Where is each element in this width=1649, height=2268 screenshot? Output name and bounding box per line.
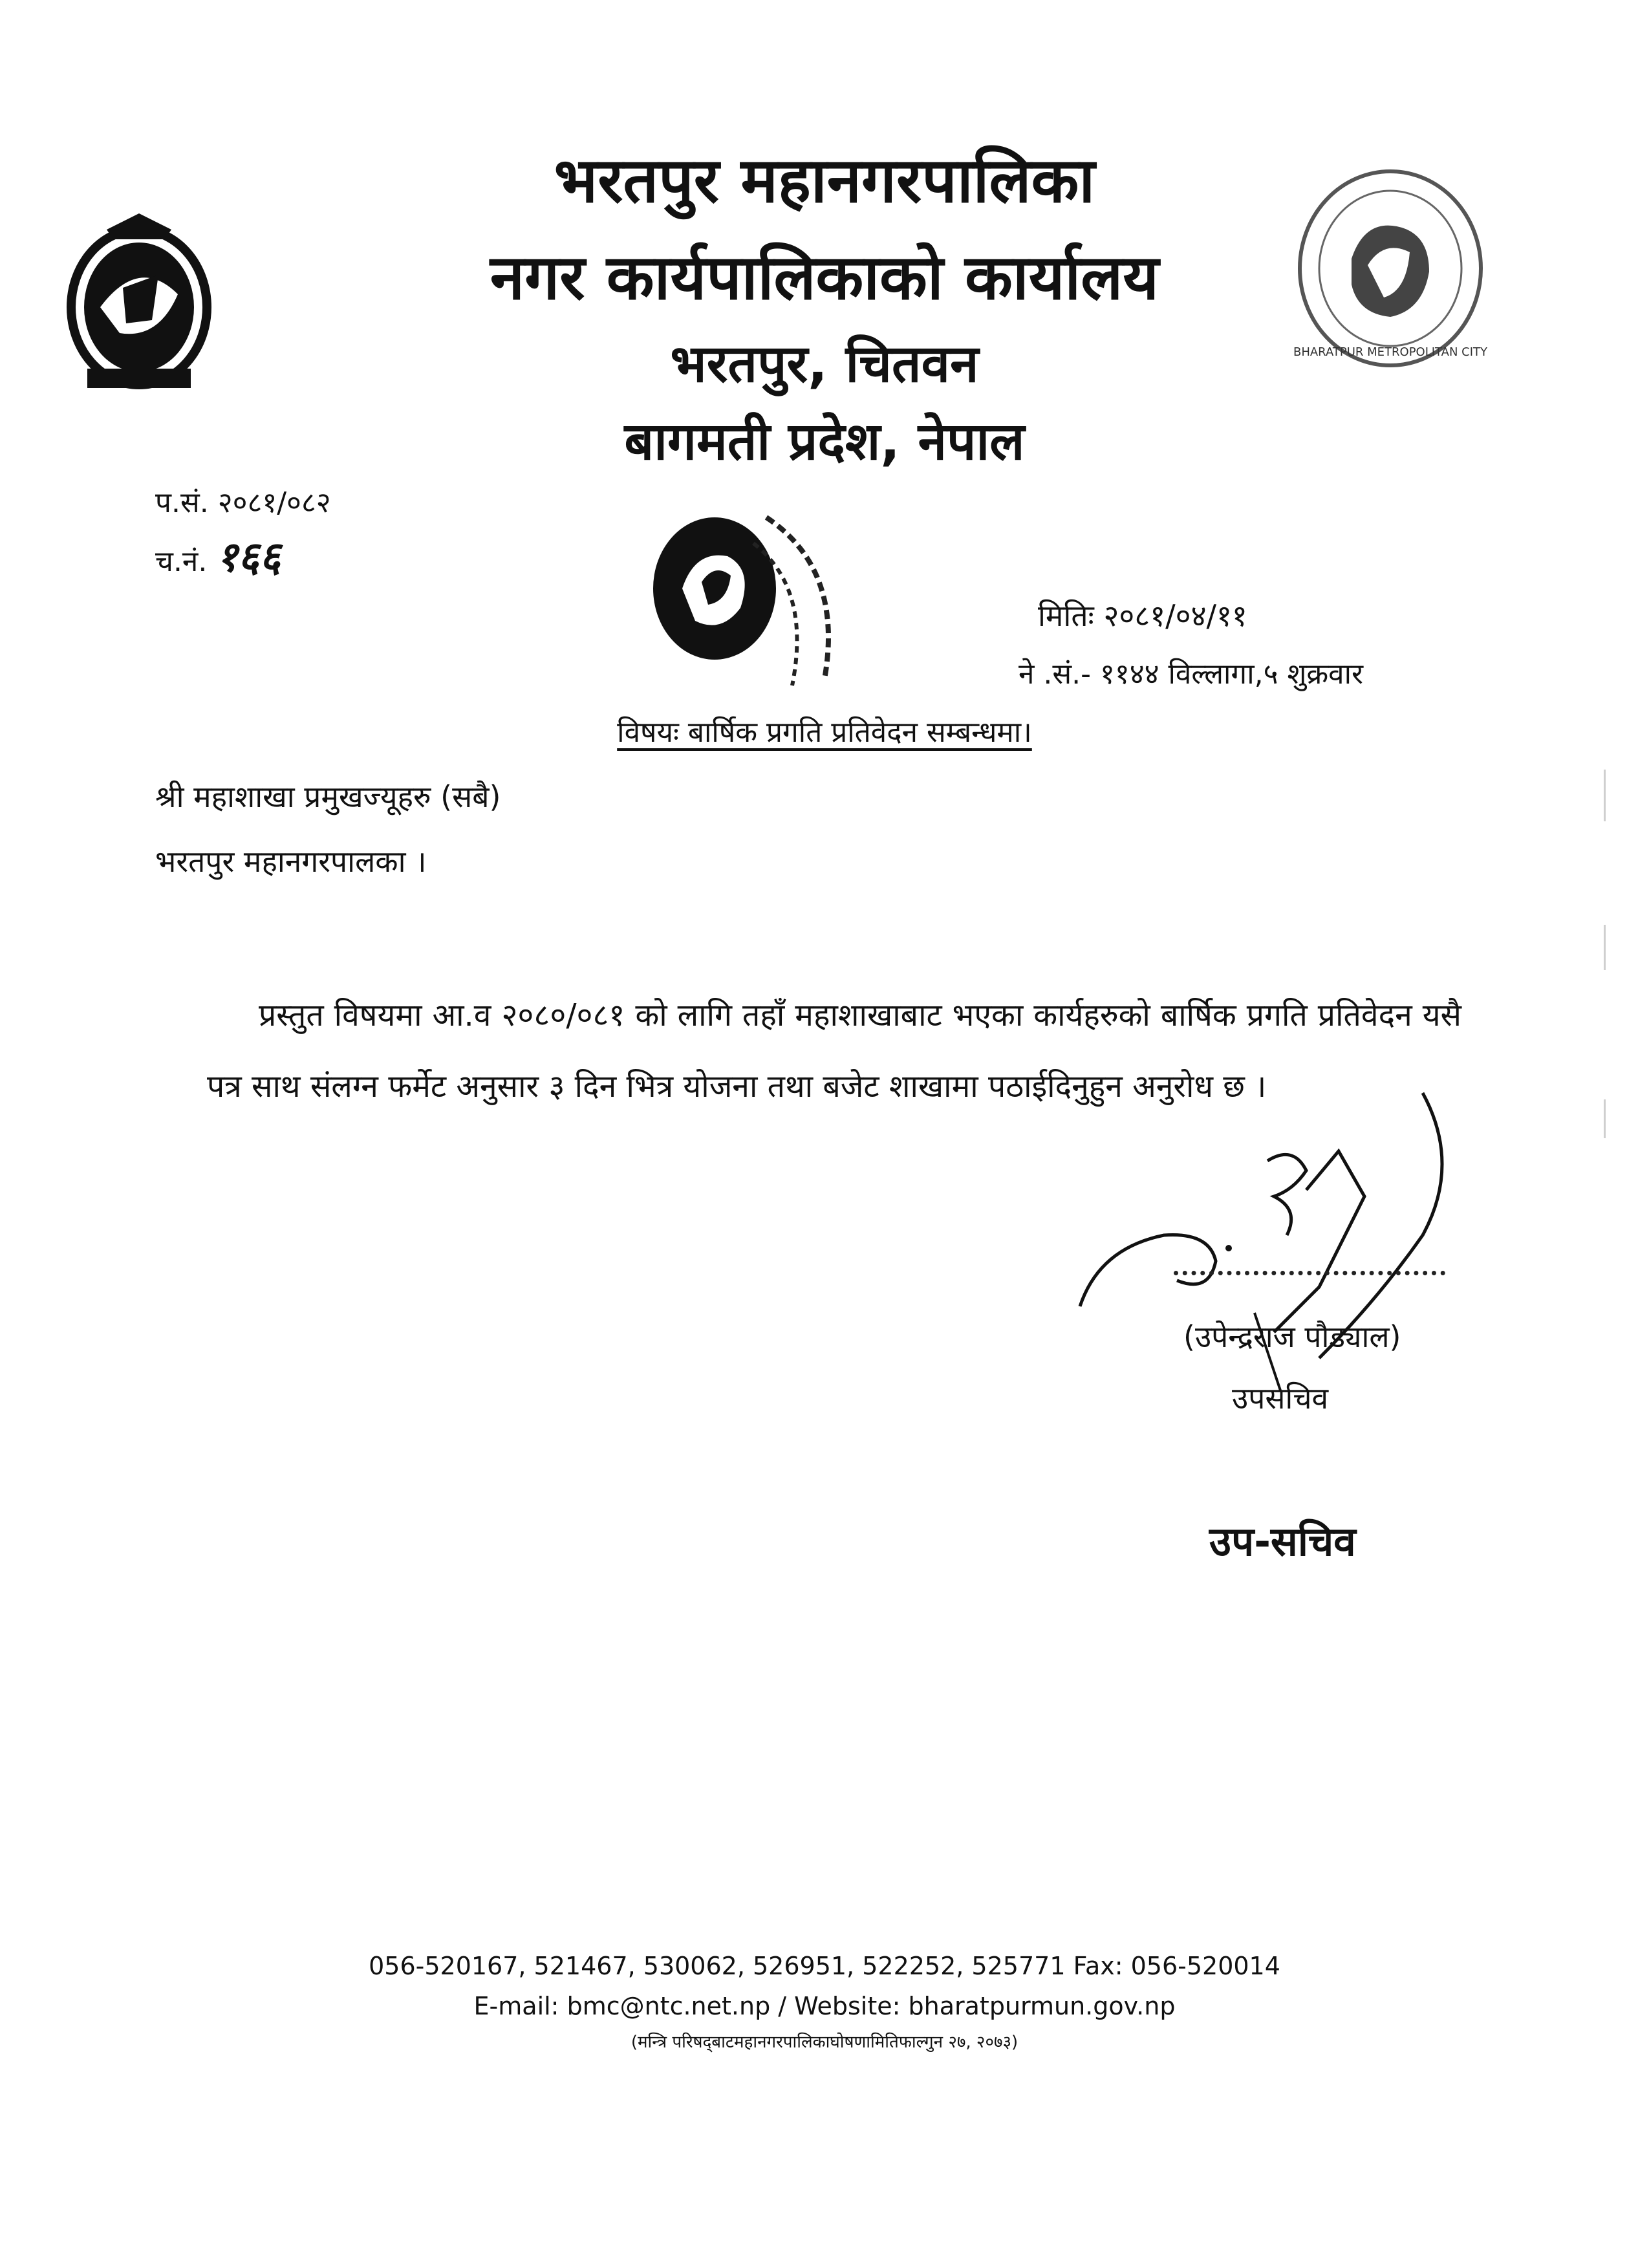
nepal-sambat-date: ने .सं.- ११४४ विल्लागा,५ शुक्रवार [1018, 658, 1364, 691]
patra-sankhya: प.सं. २०८१/०८२ [155, 486, 331, 519]
footer-note: (मन्त्रि परिषद्‌बाटमहानगरपालिकाघोषणामितिफाल्गुन २७, २०७३) [630, 2033, 1018, 2052]
scan-edge-line [1604, 925, 1606, 970]
footer-contact: E-mail: bmc@ntc.net.np / Website: bharatpurmun.gov.np [473, 1992, 1176, 2020]
office-province: बागमती प्रदेश, नेपाल [624, 411, 1025, 471]
scan-edge-line [1604, 770, 1606, 821]
office-location: भरतपुर, चितवन [670, 334, 979, 394]
letter-body: प्रस्तुत विषयमा आ.व २०८०/०८१ को लागि तहाँ महाशाखाबाट भएका कार्यहरुको बार्षिक प्रगति प्रतिवेदन यसै पत्र साथ संलग्न फर्मेट अनुसार ३ दिन भित्र योजना तथा बजेट शाखामा पठाईदिनुहुन अनुरोध छ । [207, 997, 1461, 1105]
scan-edge-line [1604, 1099, 1606, 1138]
chalani-number-row [155, 527, 281, 583]
addressee-line-2: भरतपुर महानगरपालका । [155, 844, 427, 879]
footer-phones: 056-520167, 521467, 530062, 526951, 522252, 525771 Fax: 056-520014 [369, 1952, 1280, 1980]
chalani-number: १६६ [216, 533, 281, 581]
office-name: भरतपुर महानगरपालिका [554, 144, 1095, 217]
letter-date: मितिः २०८१/०४/११ [1038, 598, 1247, 633]
designation-stamp: उप-सचिव [1209, 1518, 1356, 1565]
signature-dotted-line [1174, 1264, 1445, 1275]
office-subname: नगर कार्यपालिकाको कार्यालय [490, 241, 1159, 314]
office-stamp-mark [630, 491, 876, 705]
addressee-line-1: श्री महाशाखा प्रमुखज्यूहरु (सबै) [155, 779, 501, 814]
seal-text: BHARATPUR METROPOLITAN CITY [1293, 345, 1487, 359]
signatory-designation: उपसचिव [1232, 1381, 1329, 1416]
chalani-label: च.नं. [155, 545, 208, 578]
subject-text: विषयः बार्षिक प्रगति प्रतिवेदन सम्बन्धमा। [617, 716, 1032, 749]
subject-line [0, 711, 1649, 750]
signatory-name: (उपेन्द्रराज पौड्याल) [1183, 1319, 1401, 1354]
